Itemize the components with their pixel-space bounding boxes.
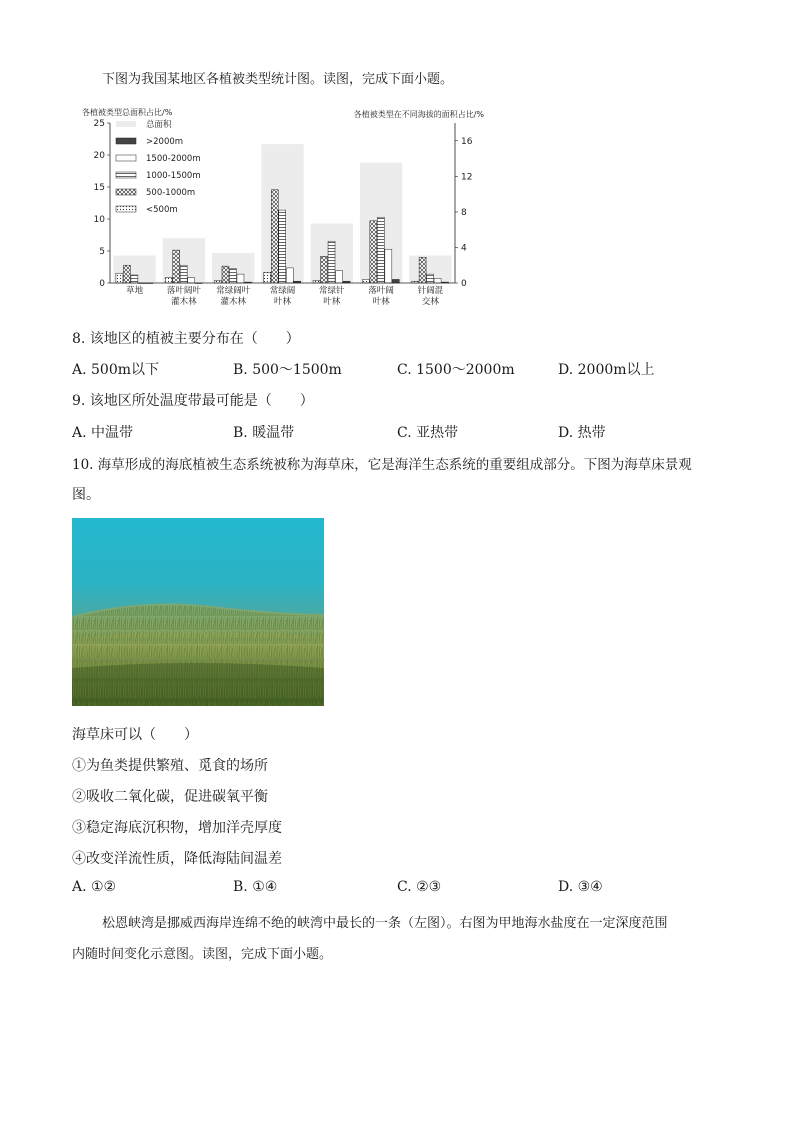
legend-label: 1000-1500m <box>146 171 201 181</box>
category-label: 针阔混 <box>417 286 444 296</box>
altitude-bar <box>222 266 229 283</box>
intro-text-2-line1: 松恩峡湾是挪威西海岸连绵不绝的峡湾中最长的一条（左图）。右图为甲地海水盐度在一定深度范围 <box>102 916 668 931</box>
legend-swatch <box>116 155 136 161</box>
intro-text-1: 下图为我国某地区各植被类型统计图。读图，完成下面小题。 <box>102 72 454 87</box>
category-label: 叶林 <box>273 297 292 307</box>
q9-option-c[interactable]: C. 亚热带 <box>397 425 459 441</box>
q10-item-4: ④改变洋流性质，降低海陆间温差 <box>72 851 282 867</box>
category-label: 落叶阔 <box>368 286 394 296</box>
q8-option-c[interactable]: C. 1500～2000m <box>397 362 515 378</box>
left-tick-label: 25 <box>93 119 105 129</box>
legend-swatch <box>116 121 136 127</box>
q8-option-d[interactable]: D. 2000m以上 <box>558 362 655 378</box>
altitude-bar <box>362 279 369 283</box>
altitude-bar <box>321 256 328 283</box>
legend-label: 500-1000m <box>146 188 196 198</box>
right-tick-label: 4 <box>461 243 467 254</box>
altitude-bar <box>370 221 377 283</box>
altitude-bar <box>173 250 180 283</box>
altitude-bar <box>336 271 343 283</box>
category-label: 交林 <box>421 297 439 307</box>
left-tick-label: 0 <box>99 279 105 289</box>
altitude-bar <box>392 279 399 283</box>
altitude-bar <box>180 265 187 283</box>
vegetation-bar-chart <box>80 100 500 315</box>
altitude-bar <box>123 265 130 283</box>
altitude-bar <box>377 217 384 283</box>
left-axis-label: 各植被类型总面积占比/% <box>82 108 173 117</box>
altitude-bar <box>434 279 441 283</box>
right-tick-label: 16 <box>461 136 473 147</box>
question-8-stem: 8. 该地区的植被主要分布在（ ） <box>72 331 300 347</box>
altitude-bar <box>116 273 123 283</box>
q10-option-b[interactable]: B. ①④ <box>233 879 278 895</box>
category-label: 灌木林 <box>171 297 197 307</box>
altitude-bar <box>328 241 335 283</box>
legend-label: <500m <box>146 205 178 215</box>
category-label: 草地 <box>126 286 144 296</box>
legend-label: 1500-2000m <box>146 154 201 164</box>
category-label: 常绿针 <box>319 286 345 296</box>
left-tick-label: 15 <box>93 183 105 193</box>
q10-option-c[interactable]: C. ②③ <box>397 879 442 895</box>
category-label: 叶林 <box>372 297 390 307</box>
altitude-bar <box>165 278 172 283</box>
altitude-bar <box>264 272 271 283</box>
altitude-bar <box>279 210 286 283</box>
q8-option-b[interactable]: B. 500～1500m <box>233 362 342 378</box>
altitude-bar <box>385 249 392 283</box>
legend-label: 总面积 <box>146 120 172 130</box>
legend-swatch <box>116 138 136 144</box>
category-label: 叶林 <box>323 297 341 307</box>
right-axis-label: 各植被类型在不同海拔的面积占比/% <box>353 110 484 119</box>
seagrass-bed-photo <box>72 518 324 706</box>
altitude-bar <box>237 274 244 283</box>
right-tick-label: 0 <box>461 279 467 289</box>
q8-option-a[interactable]: A. 500m以下 <box>72 362 160 378</box>
question-9-stem: 9. 该地区所处温度带最可能是（ ） <box>72 393 314 409</box>
altitude-bar <box>271 190 278 283</box>
q10-item-1: ①为鱼类提供繁殖、觅食的场所 <box>72 758 268 774</box>
q9-option-b[interactable]: B. 暖温带 <box>233 425 295 441</box>
legend-swatch <box>116 172 136 178</box>
right-tick-label: 12 <box>461 172 473 183</box>
legend-swatch <box>116 189 136 195</box>
intro-text-2-line2: 内随时间变化示意图。读图，完成下面小题。 <box>72 947 333 962</box>
altitude-bar <box>229 269 236 283</box>
category-label: 常绿阔 <box>269 286 296 296</box>
left-tick-label: 10 <box>93 215 105 225</box>
q9-option-a[interactable]: A. 中温带 <box>72 425 134 441</box>
altitude-bar <box>131 275 138 283</box>
category-label: 灌木林 <box>220 297 246 307</box>
question-10-question: 海草床可以（ ） <box>72 727 198 743</box>
q10-option-a[interactable]: A. ①② <box>72 879 117 895</box>
legend-label: >2000m <box>146 137 184 147</box>
altitude-bar <box>188 278 195 283</box>
left-tick-label: 5 <box>99 247 105 257</box>
right-tick-label: 8 <box>461 207 467 218</box>
chart-legend <box>116 119 201 215</box>
category-label: 常绿阔叶 <box>216 286 251 296</box>
question-10-stem-line2: 图。 <box>72 487 100 503</box>
left-tick-label: 20 <box>93 151 105 161</box>
legend-swatch <box>116 206 136 212</box>
altitude-bar <box>427 274 434 283</box>
q9-option-d[interactable]: D. 热带 <box>558 425 606 441</box>
q10-item-2: ②吸收二氧化碳，促进碳氧平衡 <box>72 789 268 805</box>
category-label: 落叶阔叶 <box>166 286 201 296</box>
q10-item-3: ③稳定海底沉积物，增加洋壳厚度 <box>72 820 282 836</box>
question-10-stem-line1: 10. 海草形成的海底植被生态系统被称为海草床，它是海洋生态系统的重要组成部分。下图为海草床景观 <box>72 457 692 473</box>
altitude-bar <box>419 257 426 283</box>
altitude-bar <box>286 268 293 283</box>
q10-option-d[interactable]: D. ③④ <box>558 879 603 895</box>
